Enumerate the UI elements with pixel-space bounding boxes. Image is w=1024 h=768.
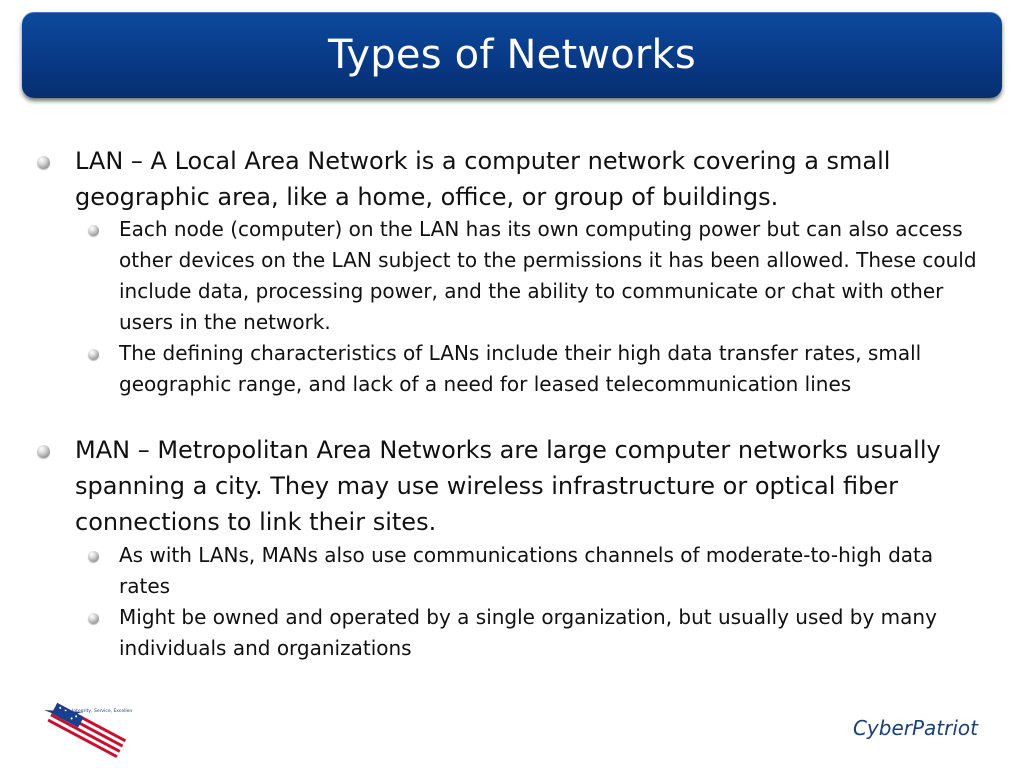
bullet-text: LAN – A Local Area Network is a computer network covering a small geographic area, like a home, office, or group of buildings. [75, 147, 891, 211]
flag-logo-icon [42, 700, 132, 760]
sub-bullet-text: The defining characteristics of LANs include their high data transfer rates, small geographic range, and lack of a need for leased telecommunication lines [119, 341, 922, 396]
sub-bullet-text: As with LANs, MANs also use communications channels of moderate-to-high data rates [119, 543, 934, 598]
bullet-icon [88, 225, 99, 236]
bullet-icon [37, 445, 50, 458]
slide-title: Types of Networks [328, 32, 696, 78]
brand-name: CyberPatriot [852, 716, 978, 740]
logo-motto: Integrity, Service, Excellence [72, 709, 132, 714]
bullet-icon [37, 156, 50, 169]
bullet-icon [88, 613, 99, 624]
bullet-icon [88, 551, 99, 562]
sub-bullet-text: Might be owned and operated by a single organization, but usually used by many individuals and organizations [119, 605, 937, 660]
sub-bullet-text: Each node (computer) on the LAN has its own computing power but can also access other devices on the LAN subject to the permissions it has been allowed. These could include data, processing power, and the ability to communicate or chat with other users in the network. [119, 217, 977, 334]
bullet-icon [88, 349, 99, 360]
bullet-text: MAN – Metropolitan Area Networks are large computer networks usually spanning a city. They may use wireless infrastructure or optical fiber connections to link their sites. [75, 436, 941, 536]
